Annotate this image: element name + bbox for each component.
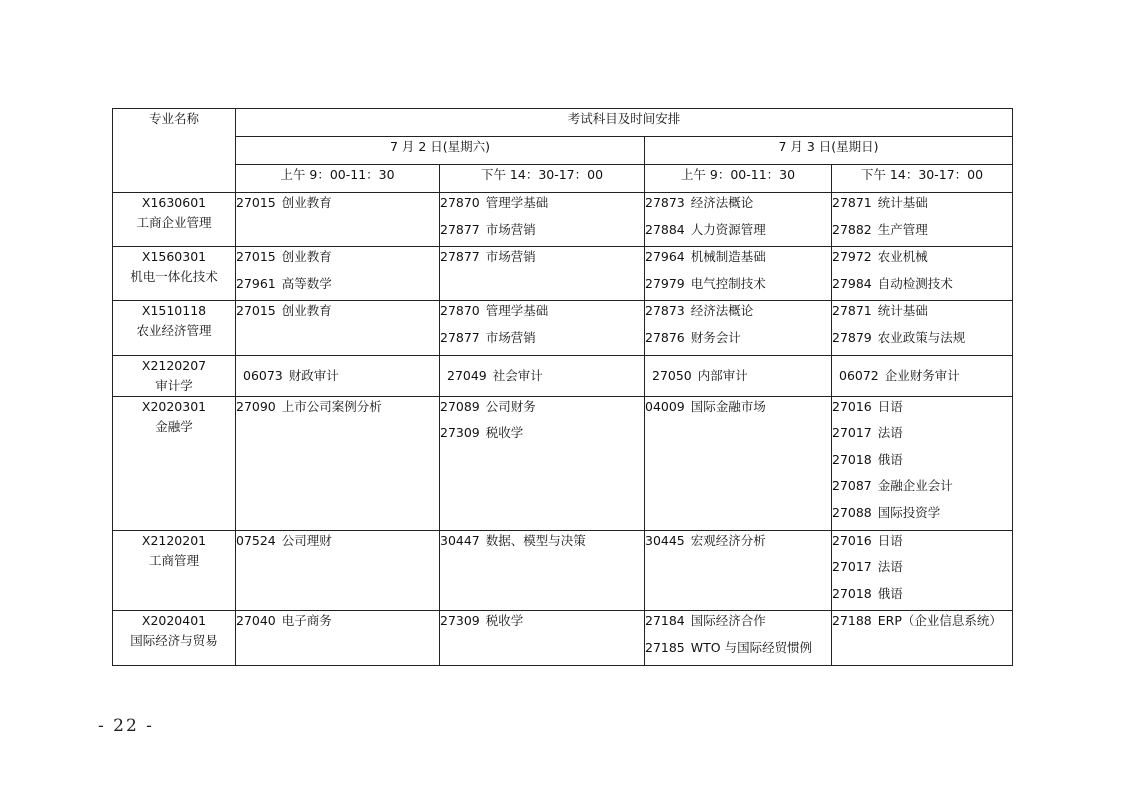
- course-code: 27877: [440, 329, 480, 345]
- course-title: 财务会计: [690, 329, 741, 345]
- course-title: 宏观经济分析: [690, 532, 766, 548]
- major-name: 机电一体化技术: [130, 269, 218, 285]
- course-title: 上市公司案例分析: [281, 398, 382, 414]
- course-item: [645, 531, 831, 558]
- major-cell: [113, 301, 236, 355]
- course-title: 经济法概论: [690, 195, 754, 210]
- course-code: 27870: [440, 303, 480, 319]
- course-item: [645, 301, 831, 328]
- course-code: 27188: [832, 613, 872, 629]
- course-item: [440, 301, 644, 328]
- course-code: 27879: [832, 329, 872, 345]
- course-title: 法语: [877, 425, 903, 441]
- course-title: 创业教育: [281, 303, 332, 319]
- course-cell: [645, 396, 832, 530]
- course-code: 27979: [645, 275, 685, 291]
- course-title: 农业政策与法规: [877, 329, 966, 345]
- course-title: 税收学: [485, 425, 524, 441]
- time-slot-header: 下午 14：30-17：00: [832, 165, 1013, 193]
- course-title: 法语: [877, 559, 903, 575]
- table-row: [113, 301, 1013, 355]
- course-item: [440, 531, 644, 558]
- major-name: 农业经济管理: [136, 323, 212, 339]
- major-code: X1630601: [141, 195, 207, 210]
- course-item: [440, 397, 644, 424]
- course-item: [832, 193, 1012, 220]
- course-title: 农业机械: [877, 249, 928, 265]
- schedule-body: [113, 193, 1013, 666]
- course-title: 国际经济合作: [690, 613, 766, 629]
- course-cell: [645, 301, 832, 355]
- course-cell: [236, 301, 440, 355]
- major-cell: [113, 247, 236, 301]
- course-code: 30447: [440, 532, 480, 548]
- course-code: 27964: [645, 249, 685, 265]
- course-code: 27050: [652, 367, 692, 383]
- course-cell: [440, 530, 645, 611]
- course-cell: [440, 247, 645, 301]
- course-item: [243, 366, 432, 386]
- course-item: [440, 247, 644, 274]
- course-item: [645, 274, 831, 301]
- course-cell: [832, 247, 1013, 301]
- course-code: 27871: [832, 303, 872, 319]
- course-title: 市场营销: [485, 249, 536, 265]
- course-item: [440, 423, 644, 450]
- major-cell: [113, 530, 236, 611]
- course-item: [645, 611, 831, 638]
- course-cell: [832, 396, 1013, 530]
- table-row: [113, 355, 1013, 396]
- course-code: 07524: [236, 532, 276, 548]
- course-title: 统计基础: [877, 195, 928, 210]
- course-code: 30445: [645, 532, 685, 548]
- page-number: - 22 -: [98, 716, 154, 736]
- course-item: [236, 274, 439, 301]
- course-item: [645, 397, 831, 424]
- course-code: 27016: [832, 532, 872, 548]
- course-title: 财政审计: [288, 367, 339, 383]
- course-code: 27877: [440, 249, 480, 265]
- major-code: X1560301: [141, 249, 207, 265]
- course-title: 自动检测技术: [877, 275, 953, 291]
- course-item: [440, 193, 644, 220]
- course-code: 27090: [236, 398, 276, 414]
- course-title: 企业财务审计: [884, 367, 960, 383]
- course-title: 税收学: [485, 613, 524, 629]
- course-code: 27870: [440, 195, 480, 210]
- course-code: 27040: [236, 613, 276, 629]
- course-title: 内部审计: [697, 367, 748, 383]
- course-code: 27309: [440, 613, 480, 629]
- course-item: [236, 531, 439, 558]
- course-title: 统计基础: [877, 303, 928, 319]
- major-cell: [113, 396, 236, 530]
- course-item: [236, 247, 439, 274]
- course-title: 高等数学: [281, 275, 332, 291]
- table-row: [113, 247, 1013, 301]
- course-code: 27184: [645, 613, 685, 629]
- course-code: 27015: [236, 249, 276, 265]
- course-code: 27309: [440, 425, 480, 441]
- course-title: 电子商务: [281, 613, 332, 629]
- course-cell: [832, 530, 1013, 611]
- course-code: 27185: [645, 639, 685, 655]
- course-cell: [440, 355, 645, 396]
- course-item: [832, 557, 1012, 584]
- course-title: 机械制造基础: [690, 249, 766, 265]
- course-item: [832, 423, 1012, 450]
- course-code: 27873: [645, 195, 685, 210]
- course-item: [236, 193, 439, 220]
- major-code: X2120201: [141, 532, 207, 548]
- major-cell: [113, 193, 236, 247]
- course-item: [839, 366, 1005, 386]
- course-item: [832, 450, 1012, 477]
- course-code: 04009: [645, 398, 685, 414]
- course-cell: [236, 193, 440, 247]
- course-cell: [236, 530, 440, 611]
- course-title: WTO 与国际经贸惯例: [690, 639, 813, 655]
- course-item: [832, 328, 1012, 355]
- exam-schedule-table: [112, 108, 1013, 666]
- major-cell: [113, 611, 236, 665]
- course-title: 俄语: [877, 585, 903, 601]
- course-cell: [645, 611, 832, 665]
- course-code: 27984: [832, 275, 872, 291]
- course-title: 公司理财: [281, 532, 332, 548]
- course-cell: [645, 193, 832, 247]
- major-name: 工商企业管理: [136, 215, 212, 230]
- course-cell: [645, 355, 832, 396]
- course-item: [440, 220, 644, 247]
- course-code: 06073: [243, 367, 283, 383]
- major-code: X2120207: [141, 357, 207, 373]
- major-name: 国际经济与贸易: [130, 633, 218, 649]
- schedule-header: 考试科目及时间安排: [236, 109, 1013, 137]
- course-item: [447, 366, 637, 386]
- day-header: 7 月 2 日(星期六): [236, 137, 645, 165]
- course-cell: [832, 301, 1013, 355]
- course-item: [832, 503, 1012, 530]
- course-title: 创业教育: [281, 195, 332, 210]
- course-code: 27049: [447, 367, 487, 383]
- course-title: 日语: [877, 532, 903, 548]
- day-header: 7 月 3 日(星期日): [645, 137, 1013, 165]
- course-title: 人力资源管理: [690, 221, 766, 237]
- course-code: 27877: [440, 221, 480, 237]
- course-code: 27087: [832, 478, 872, 494]
- course-code: 27961: [236, 275, 276, 291]
- course-code: 27876: [645, 329, 685, 345]
- course-cell: [236, 396, 440, 530]
- course-cell: [236, 355, 440, 396]
- course-title: 创业教育: [281, 249, 332, 265]
- course-title: 生产管理: [877, 221, 928, 237]
- major-code: X2020301: [141, 398, 207, 414]
- course-code: 27873: [645, 303, 685, 319]
- time-slot-header: 上午 9：00-11：30: [236, 165, 440, 193]
- course-cell: [440, 193, 645, 247]
- course-code: 27018: [832, 451, 872, 467]
- course-item: [832, 611, 1012, 638]
- major-name: 工商管理: [148, 552, 199, 568]
- course-title: 经济法概论: [690, 303, 754, 319]
- course-code: 27017: [832, 559, 872, 575]
- major-code: X1510118: [141, 303, 207, 319]
- course-code: 27972: [832, 249, 872, 265]
- course-item: [832, 274, 1012, 301]
- course-cell: [832, 193, 1013, 247]
- course-item: [645, 220, 831, 247]
- course-item: [832, 301, 1012, 328]
- course-code: 27018: [832, 585, 872, 601]
- course-item: [440, 611, 644, 638]
- table-row: [113, 396, 1013, 530]
- course-title: 市场营销: [485, 329, 536, 345]
- course-title: 国际投资学: [877, 504, 941, 520]
- course-title: 管理学基础: [485, 195, 549, 210]
- course-code: 06072: [839, 367, 879, 383]
- course-title: 日语: [877, 398, 903, 414]
- course-cell: [440, 396, 645, 530]
- course-cell: [440, 611, 645, 665]
- major-cell: [113, 355, 236, 396]
- course-title: 国际金融市场: [690, 398, 766, 414]
- course-code: 27015: [236, 195, 276, 210]
- course-code: 27871: [832, 195, 872, 210]
- course-code: 27088: [832, 504, 872, 520]
- course-cell: [236, 247, 440, 301]
- course-title: 电气控制技术: [690, 275, 766, 291]
- course-cell: [440, 301, 645, 355]
- major-name: 金融学: [155, 418, 193, 434]
- major-code: X2020401: [141, 613, 207, 629]
- course-item: [645, 638, 831, 665]
- course-item: [832, 247, 1012, 274]
- major-name: 审计学: [155, 377, 193, 393]
- course-code: 27882: [832, 221, 872, 237]
- course-item: [652, 366, 824, 386]
- course-item: [236, 301, 439, 328]
- course-item: [440, 328, 644, 355]
- course-code: 27884: [645, 221, 685, 237]
- course-title: 管理学基础: [485, 303, 549, 319]
- course-code: 27017: [832, 425, 872, 441]
- course-title: 金融企业会计: [877, 478, 953, 494]
- course-code: 27089: [440, 398, 480, 414]
- course-item: [832, 531, 1012, 558]
- course-cell: [832, 355, 1013, 396]
- course-code: 27015: [236, 303, 276, 319]
- course-code: 27016: [832, 398, 872, 414]
- course-item: [645, 328, 831, 355]
- course-cell: [645, 247, 832, 301]
- course-item: [832, 397, 1012, 424]
- time-slot-header: 下午 14：30-17：00: [440, 165, 645, 193]
- table-row: [113, 611, 1013, 665]
- course-title: 市场营销: [485, 221, 536, 237]
- course-item: [832, 220, 1012, 247]
- major-name-header: 专业名称: [113, 109, 236, 193]
- course-item: [236, 397, 439, 424]
- course-item: [832, 476, 1012, 503]
- course-title: ERP（企业信息系统）: [877, 613, 1002, 629]
- course-title: 社会审计: [492, 367, 543, 383]
- time-slot-header: 上午 9：00-11：30: [645, 165, 832, 193]
- table-row: [113, 530, 1013, 611]
- table-row: [113, 193, 1013, 247]
- course-title: 数据、模型与决策: [485, 532, 586, 548]
- course-item: [832, 584, 1012, 611]
- course-cell: [236, 611, 440, 665]
- course-title: 公司财务: [485, 398, 536, 414]
- course-title: 俄语: [877, 451, 903, 467]
- course-item: [236, 611, 439, 638]
- course-item: [645, 193, 831, 220]
- course-cell: [832, 611, 1013, 665]
- course-item: [645, 247, 831, 274]
- course-cell: [645, 530, 832, 611]
